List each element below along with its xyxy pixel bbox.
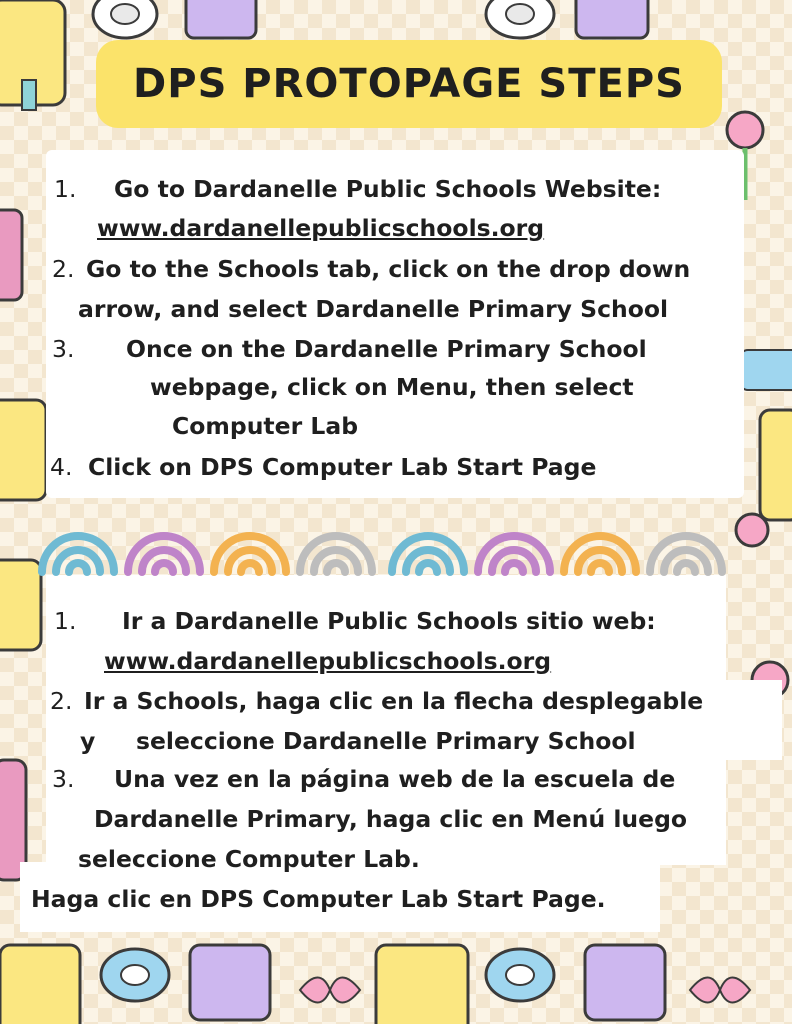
english-step4-text: Click on DPS Computer Lab Start Page <box>88 453 597 481</box>
english-step3-number: 3. <box>52 335 75 363</box>
spanish-step2-line1: Ir a Schools, haga clic en la flecha desplegable <box>84 687 704 715</box>
english-step3-line1: Once on the Dardanelle Primary School <box>126 335 647 363</box>
sticker-strip-icon <box>740 350 792 520</box>
spanish-step2-line2: seleccione Dardanelle Primary School <box>136 727 636 755</box>
spanish-step3-line1: Una vez en la página web de la escuela de <box>114 765 676 793</box>
rainbow-icon <box>392 536 464 572</box>
rainbow-icon <box>300 536 372 572</box>
spanish-step1-text: Ir a Dardanelle Public Schools sitio web: <box>122 607 656 635</box>
laptop-icon <box>576 0 648 38</box>
spanish-step2-line2-y: y <box>80 727 96 755</box>
tape-roll-icon <box>93 0 157 38</box>
english-step1-link[interactable]: www.dardanellepublicschools.org <box>97 214 545 242</box>
rainbow-icon <box>564 536 636 572</box>
english-step1-number: 1. <box>54 175 77 203</box>
rainbow-divider <box>36 506 736 578</box>
spanish-step3-line3: seleccione Computer Lab. <box>78 845 420 873</box>
english-step2-line1: Go to the Schools tab, click on the drop down <box>86 255 691 283</box>
rainbow-icon <box>214 536 286 572</box>
rainbow-icon <box>478 536 550 572</box>
english-step3-line3: Computer Lab <box>172 412 359 440</box>
flower-icon <box>736 514 788 698</box>
notebook-icon <box>0 0 65 110</box>
rainbow-icon <box>42 536 114 572</box>
english-step1-text: Go to Dardanelle Public Schools Website: <box>114 175 662 203</box>
tape-roll-icon <box>486 0 554 38</box>
spanish-step2-number: 2. <box>50 687 73 715</box>
spanish-step3-number: 3. <box>52 765 75 793</box>
spanish-step1-number: 1. <box>54 607 77 635</box>
laptop-icon <box>186 0 256 38</box>
english-step3-line2: webpage, click on Menu, then select <box>150 373 634 401</box>
rainbow-icon <box>650 536 722 572</box>
rainbow-icon <box>128 536 200 572</box>
english-step4-number: 4. <box>50 453 73 481</box>
pencil-icon <box>0 210 22 300</box>
spanish-step3-line2: Dardanelle Primary, haga clic en Menú luego <box>94 805 688 833</box>
page-title: DPS PROTOPAGE STEPS <box>133 61 685 107</box>
spanish-step1-link[interactable]: www.dardanellepublicschools.org <box>104 647 552 675</box>
title-banner <box>96 40 722 128</box>
spanish-step4-text: Haga clic en DPS Computer Lab Start Page. <box>31 885 606 913</box>
english-step2-line2: arrow, and select Dardanelle Primary School <box>78 295 669 323</box>
english-step2-number: 2. <box>52 255 75 283</box>
